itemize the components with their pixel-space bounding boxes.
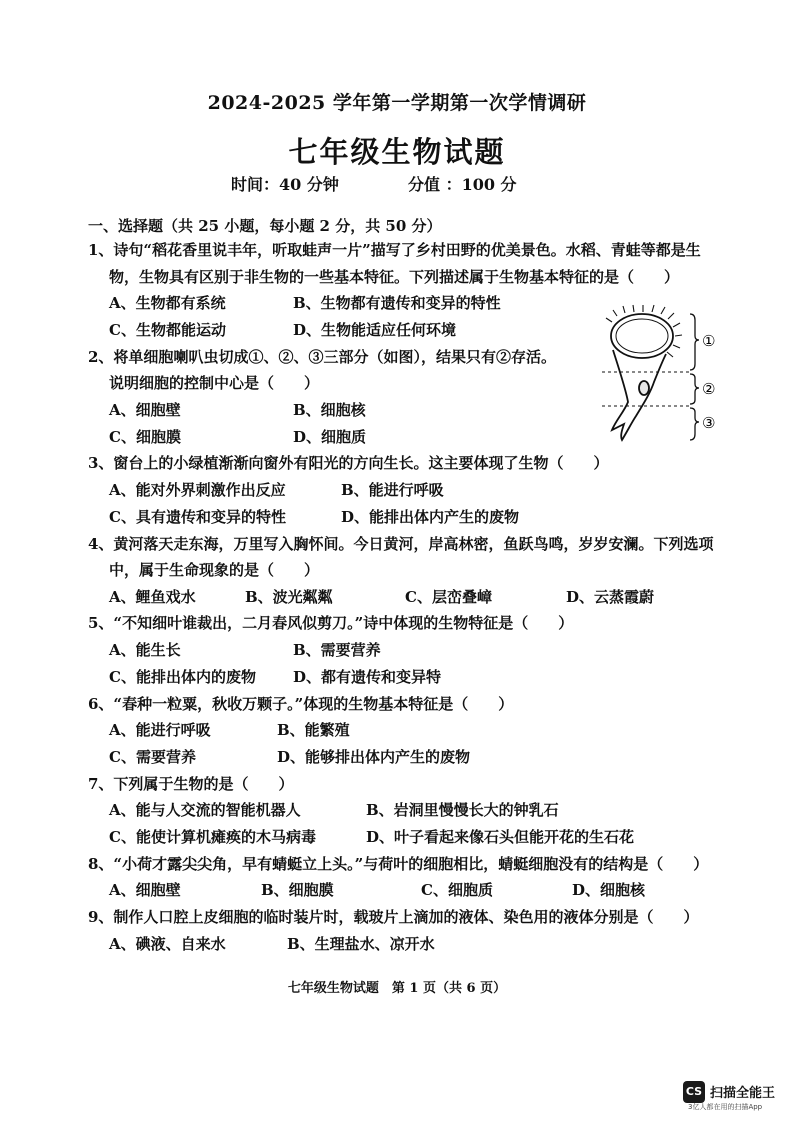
question-7-option-a: A、能与人交流的智能机器人 bbox=[109, 801, 301, 819]
question-1-option-b: B、生物都有遗传和变异的特性 bbox=[293, 294, 501, 312]
ciliate-body bbox=[612, 350, 666, 440]
question-7-option-d: D、叶子看起来像石头但能开花的生石花 bbox=[366, 828, 635, 846]
exam-name: 2024-2025 学年第一学期第一次学情调研 bbox=[207, 92, 587, 114]
exam-meta bbox=[231, 172, 517, 195]
question-8-option-c: C、细胞质 bbox=[421, 881, 493, 899]
question-9-option-b: B、生理盐水、凉开水 bbox=[287, 935, 435, 953]
question-3-line-1: 3、窗台上的小绿植渐渐向窗外有阳光的方向生长。这主要体现了生物（ ） bbox=[88, 454, 609, 472]
question-8-option-a: A、细胞壁 bbox=[109, 881, 181, 899]
time-label: 时间：40 分钟 bbox=[231, 175, 339, 194]
question-4-option-a: A、鲤鱼戏水 bbox=[109, 588, 196, 606]
page-footer: 七年级生物试题 第 1 页（共 6 页） bbox=[287, 981, 507, 996]
question-2-option-c: C、细胞膜 bbox=[109, 428, 181, 446]
question-4-line-1: 4、黄河落天走东海，万里写入胸怀间。今日黄河，岸高林密，鱼跃鸟鸣，岁岁安澜。下列选项 bbox=[88, 535, 714, 553]
camscanner-logo-icon: CS bbox=[683, 1081, 705, 1103]
question-5-option-b: B、需要营养 bbox=[293, 641, 381, 659]
figure-label-3: ③ bbox=[702, 414, 716, 432]
trumpet-ciliate-figure bbox=[598, 302, 728, 447]
question-4-option-d: D、云蒸霞蔚 bbox=[566, 588, 655, 606]
section-heading: 一、选择题（共 25 小题，每小题 2 分，共 50 分） bbox=[88, 217, 442, 235]
question-4-line-2: 中，属于生命现象的是（ ） bbox=[109, 561, 320, 579]
question-6-option-c: C、需要营养 bbox=[109, 748, 196, 766]
figure-label-2: ② bbox=[702, 380, 716, 398]
question-9-line-1: 9、制作人口腔上皮细胞的临时装片时，载玻片上滴加的液体、染色用的液体分别是（ ） bbox=[88, 908, 699, 926]
question-6-option-a: A、能进行呼吸 bbox=[109, 721, 211, 739]
question-5-line-1: 5、“不知细叶谁裁出，二月春风似剪刀。”诗中体现的生物特征是（ ） bbox=[88, 614, 574, 632]
question-2-option-a: A、细胞壁 bbox=[109, 401, 181, 419]
question-1-option-d: D、生物能适应任何环境 bbox=[293, 321, 457, 339]
question-8-option-b: B、细胞膜 bbox=[261, 881, 334, 899]
question-1-line-2: 物，生物具有区别于非生物的一些基本特征。下列描述属于生物基本特征的是（ ） bbox=[109, 268, 680, 286]
score-label: 分值 ：100 分 bbox=[408, 175, 517, 194]
question-2-line-1: 2、将单细胞喇叭虫切成①、②、③三部分（如图），结果只有②存活。 bbox=[88, 348, 556, 366]
question-5-option-a: A、能生长 bbox=[109, 641, 181, 659]
question-2-option-d: D、细胞质 bbox=[293, 428, 367, 446]
question-2-option-b: B、细胞核 bbox=[293, 401, 366, 419]
question-5-option-c: C、能排出体内的废物 bbox=[109, 668, 256, 686]
bracket-1 bbox=[690, 314, 699, 370]
camscanner-name: 扫描全能王 bbox=[710, 1086, 776, 1101]
question-4-option-c: C、层峦叠嶂 bbox=[405, 588, 492, 606]
question-9-option-a: A、碘液、自来水 bbox=[109, 935, 226, 953]
ciliate-nucleus bbox=[639, 381, 649, 395]
question-1-line-1: 1、诗句“稻花香里说丰年，听取蛙声一片”描写了乡村田野的优美景色。水稻、青蛙等都是生 bbox=[88, 241, 701, 259]
question-7-option-b: B、岩洞里慢慢长大的钟乳石 bbox=[366, 801, 559, 819]
bracket-2 bbox=[690, 374, 699, 404]
question-3-option-d: D、能排出体内产生的废物 bbox=[341, 508, 520, 526]
question-1-option-a: A、生物都有系统 bbox=[109, 294, 226, 312]
question-3-option-a: A、能对外界刺激作出反应 bbox=[109, 481, 286, 499]
question-2-line-2: 说明细胞的控制中心是（ ） bbox=[109, 374, 320, 392]
bracket-3 bbox=[690, 408, 699, 440]
question-7-line-1: 7、下列属于生物的是（ ） bbox=[88, 775, 294, 793]
question-6-line-1: 6、“春种一粒粟，秋收万颗子。”体现的生物基本特征是（ ） bbox=[88, 695, 514, 713]
question-8-line-1: 8、“小荷才露尖尖角，早有蜻蜓立上头。”与荷叶的细胞相比，蜻蜓细胞没有的结构是（ ） bbox=[88, 855, 709, 873]
question-7-option-c: C、能使计算机瘫痪的木马病毒 bbox=[109, 828, 316, 846]
page-title: 七年级生物试题 bbox=[288, 135, 506, 169]
question-5-option-d: D、都有遗传和变异特 bbox=[293, 668, 442, 686]
question-6-option-b: B、能繁殖 bbox=[277, 721, 350, 739]
question-3-option-c: C、具有遗传和变异的特性 bbox=[109, 508, 286, 526]
figure-label-1: ① bbox=[702, 332, 716, 350]
question-1-option-c: C、生物都能运动 bbox=[109, 321, 226, 339]
question-6-option-d: D、能够排出体内产生的废物 bbox=[277, 748, 471, 766]
question-4-option-b: B、波光粼粼 bbox=[245, 588, 333, 606]
question-8-option-d: D、细胞核 bbox=[572, 881, 646, 899]
question-3-option-b: B、能进行呼吸 bbox=[341, 481, 444, 499]
ciliate-head bbox=[611, 314, 673, 358]
camscanner-tagline: 3亿人都在用的扫描App bbox=[688, 1103, 763, 1111]
